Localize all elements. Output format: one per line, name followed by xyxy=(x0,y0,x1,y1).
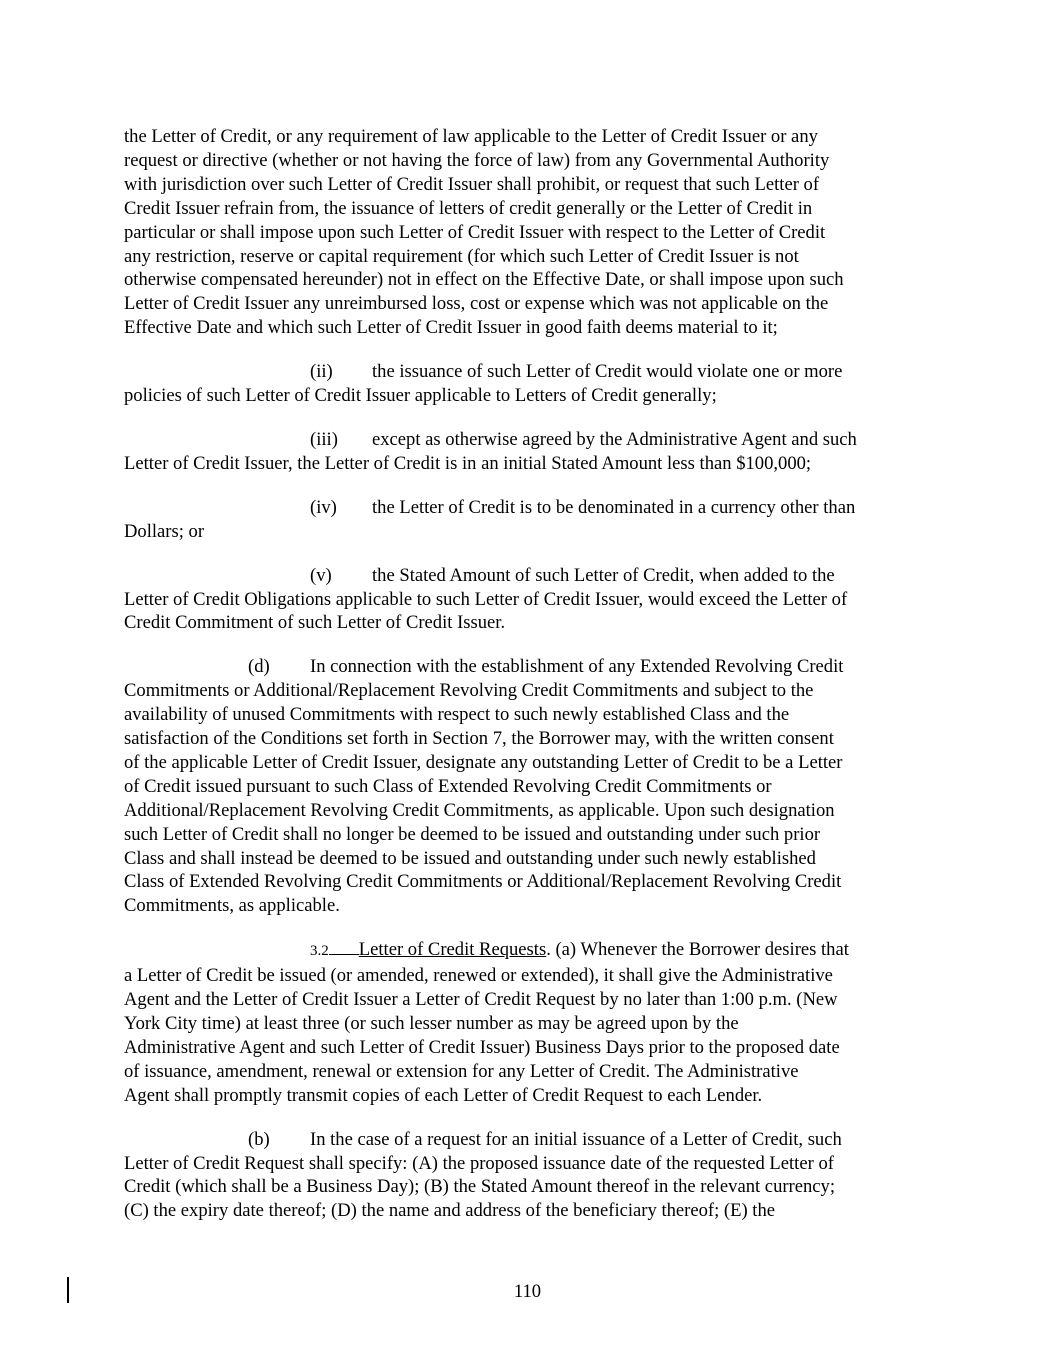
text-line: Credit Commitment of such Letter of Credit Issuer. xyxy=(124,612,506,634)
text-line: Class of Extended Revolving Credit Commitments or Additional/Replacement Revolving Credit xyxy=(124,871,842,893)
clause-text: In the case of a request for an initial issuance of a Letter of Credit, such xyxy=(310,1128,842,1150)
text-line: of Credit issued pursuant to such Class of Extended Revolving Credit Commitments or xyxy=(124,775,772,797)
clause-marker: (iii) xyxy=(310,428,338,450)
text-line: Letter of Credit Issuer any unreimbursed loss, cost or expense which was not applicable on the xyxy=(124,293,829,315)
text-line: Class and shall instead be deemed to be issued and outstanding under such newly established xyxy=(124,847,816,869)
paragraph-continuation xyxy=(124,125,926,340)
text-line: request or directive (whether or not having the force of law) from any Governmental Authority xyxy=(124,149,830,171)
clause-marker: (v) xyxy=(310,564,332,586)
section-title: Letter of Credit Requests xyxy=(358,939,547,961)
text-line: a Letter of Credit be issued (or amended, renewed or extended), it shall give the Administrative xyxy=(124,965,833,987)
clause-text: except as otherwise agreed by the Administrative Agent and such xyxy=(372,428,857,450)
clause-v xyxy=(124,564,926,636)
text-line: such Letter of Credit shall no longer be deemed to be issued and outstanding under such prior xyxy=(124,823,821,845)
text-line: Administrative Agent and such Letter of Credit Issuer) Business Days prior to the proposed date xyxy=(124,1036,840,1058)
clause-text: In connection with the establishment of any Extended Revolving Credit xyxy=(310,656,844,678)
page-number: 110 xyxy=(513,1281,542,1302)
text-line: (C) the expiry date thereof; (D) the name and address of the beneficiary thereof; (E) the xyxy=(124,1200,776,1222)
text-line: Letter of Credit Obligations applicable to such Letter of Credit Issuer, would exceed the Letter of xyxy=(124,588,848,610)
text-line: Dollars; or xyxy=(124,520,205,542)
text-line: York City time) at least three (or such lesser number as may be agreed upon by the xyxy=(124,1013,739,1034)
clause-text: the Letter of Credit is to be denominated in a currency other than xyxy=(372,496,856,518)
section-number: 3.2 xyxy=(310,943,329,960)
text-line: Letter of Credit Issuer, the Letter of Credit is in an initial Stated Amount less than $100,000; xyxy=(124,452,812,474)
text-line: Effective Date and which such Letter of Credit Issuer in good faith deems material to it; xyxy=(124,317,778,339)
clause-first-line xyxy=(124,1128,926,1152)
text-line: the Letter of Credit, or any requirement of law applicable to the Letter of Credit Issuer or any xyxy=(124,126,818,147)
clause-d xyxy=(124,655,926,918)
clause-marker: (d) xyxy=(248,656,270,678)
text-line: otherwise compensated hereunder) not in effect on the Effective Date, or shall impose upon such xyxy=(124,269,844,291)
clause-first-line xyxy=(124,360,926,384)
text-line: Commitments or Additional/Replacement Revolving Credit Commitments and subject to the xyxy=(124,680,814,702)
clause-first-line xyxy=(124,564,926,588)
clause-marker: (b) xyxy=(248,1128,270,1150)
text-line: Credit (which shall be a Business Day); (B) the Stated Amount thereof in the relevant currency; xyxy=(124,1176,836,1198)
document-body xyxy=(124,125,926,1243)
text-line: Letter of Credit Request shall specify: (A) the proposed issuance date of the requested Letter of xyxy=(124,1152,834,1174)
clause-iv xyxy=(124,496,926,544)
text-line: with jurisdiction over such Letter of Credit Issuer shall prohibit, or request that such Letter of xyxy=(124,173,820,195)
clause-text: the Stated Amount of such Letter of Credit, when added to the xyxy=(372,564,835,586)
underline-gap xyxy=(329,939,359,955)
clause-first-line xyxy=(124,655,926,679)
text-line: Additional/Replacement Revolving Credit Commitments, as applicable. Upon such designation xyxy=(124,799,835,821)
text-line: Agent and the Letter of Credit Issuer a Letter of Credit Request by no later than 1:00 p.m. (New xyxy=(124,989,838,1011)
text-line: of the applicable Letter of Credit Issuer, designate any outstanding Letter of Credit to be a Letter xyxy=(124,751,843,773)
clause-first-line xyxy=(124,428,926,452)
text-line: availability of unused Commitments with respect to such newly established Class and the xyxy=(124,704,790,726)
text-line: any restriction, reserve or capital requirement (for which such Letter of Credit Issuer is not xyxy=(124,245,799,267)
clause-marker: (ii) xyxy=(310,361,333,383)
section-3-2 xyxy=(124,938,926,1107)
clause-first-line xyxy=(124,496,926,520)
text-line: particular or shall impose upon such Letter of Credit Issuer with respect to the Letter of Credit xyxy=(124,221,826,243)
text-line: Credit Issuer refrain from, the issuance of letters of credit generally or the Letter of Credit in xyxy=(124,197,813,219)
clause-ii xyxy=(124,360,926,408)
text-line: satisfaction of the Conditions set forth in Section 7, the Borrower may, with the written consent xyxy=(124,728,834,750)
section-text: . (a) Whenever the Borrower desires that xyxy=(546,939,849,961)
text-line: policies of such Letter of Credit Issuer applicable to Letters of Credit generally; xyxy=(124,385,717,407)
clause-b xyxy=(124,1128,926,1224)
section-heading-line xyxy=(124,938,926,964)
text-line: Agent shall promptly transmit copies of each Letter of Credit Request to each Lender. xyxy=(124,1084,763,1106)
text-line: Commitments, as applicable. xyxy=(124,895,340,917)
clause-iii xyxy=(124,428,926,476)
text-line: of issuance, amendment, renewal or extension for any Letter of Credit. The Administrative xyxy=(124,1060,799,1082)
clause-text: the issuance of such Letter of Credit would violate one or more xyxy=(372,361,843,383)
clause-marker: (iv) xyxy=(310,496,337,518)
